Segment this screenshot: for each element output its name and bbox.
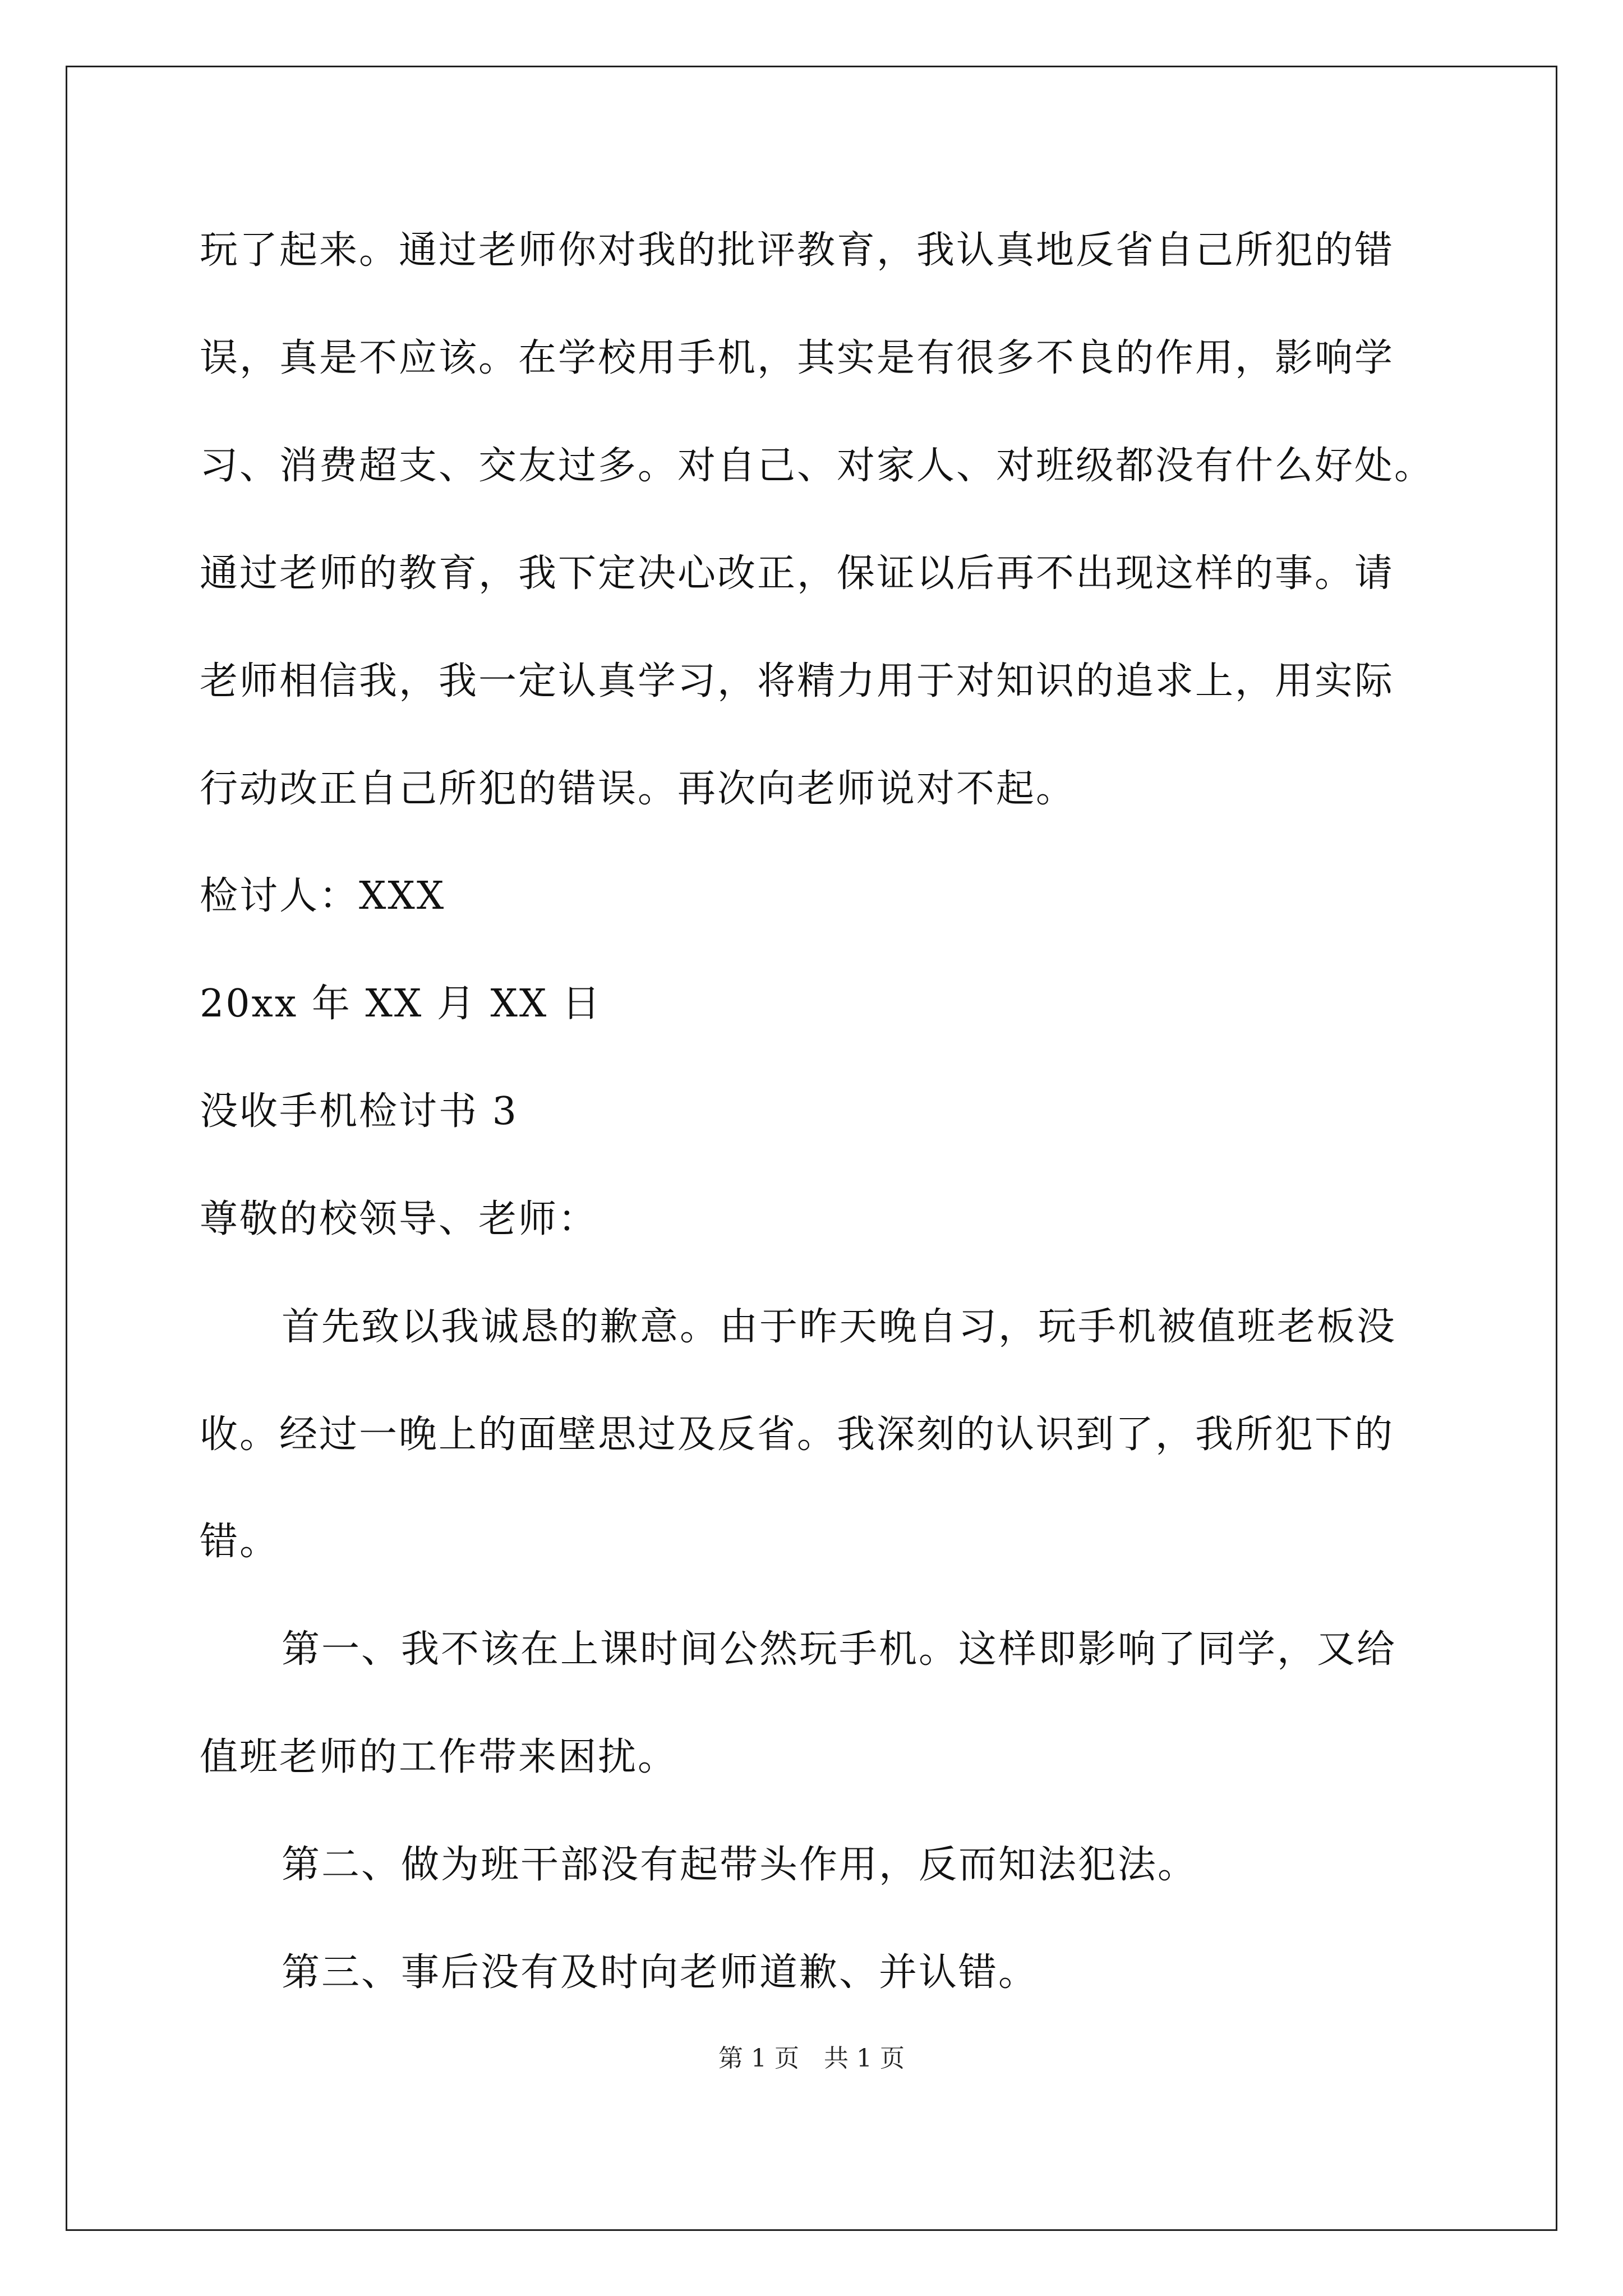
text-line: 错。: [200, 1520, 280, 1564]
date-line: 20xx 年 XX 月 XX 日: [200, 982, 602, 1026]
signer-line: 检讨人：XXX: [200, 874, 446, 918]
text-line: 老师相信我，我一定认真学习，将精力用于对知识的追求上，用实际: [200, 659, 1395, 703]
text-line: 第三、事后没有及时向老师道歉、并认错。: [282, 1950, 1039, 1995]
text-line: 第一、我不该在上课时间公然玩手机。这样即影响了同学，又给: [282, 1627, 1397, 1672]
text-line: 第二、做为班干部没有起带头作用，反而知法犯法。: [282, 1843, 1198, 1887]
page-border: [66, 66, 1557, 2231]
text-line: 首先致以我诚恳的歉意。由于昨天晚自习，玩手机被值班老板没: [282, 1305, 1397, 1349]
text-line: 收。经过一晚上的面壁思过及反省。我深刻的认识到了，我所犯下的: [200, 1412, 1395, 1457]
salutation: 尊敬的校领导、老师：: [200, 1197, 598, 1241]
text-line: 行动改正自己所犯的错误。再次向老师说对不起。: [200, 767, 1076, 811]
text-line: 值班老师的工作带来困扰。: [200, 1735, 678, 1779]
section-title: 没收手机检讨书 3: [200, 1089, 518, 1134]
text-line: 习、消费超支、交友过多。对自己、对家人、对班级都没有什么好处。: [200, 444, 1435, 488]
page-footer: 第 1 页 共 1 页: [718, 2044, 905, 2073]
text-line: 误，真是不应该。在学校用手机，其实是有很多不良的作用，影响学: [200, 336, 1395, 380]
text-line: 通过老师的教育，我下定决心改正，保证以后再不出现这样的事。请: [200, 551, 1395, 596]
text-line: 玩了起来。通过老师你对我的批评教育，我认真地反省自己所犯的错: [200, 228, 1395, 273]
